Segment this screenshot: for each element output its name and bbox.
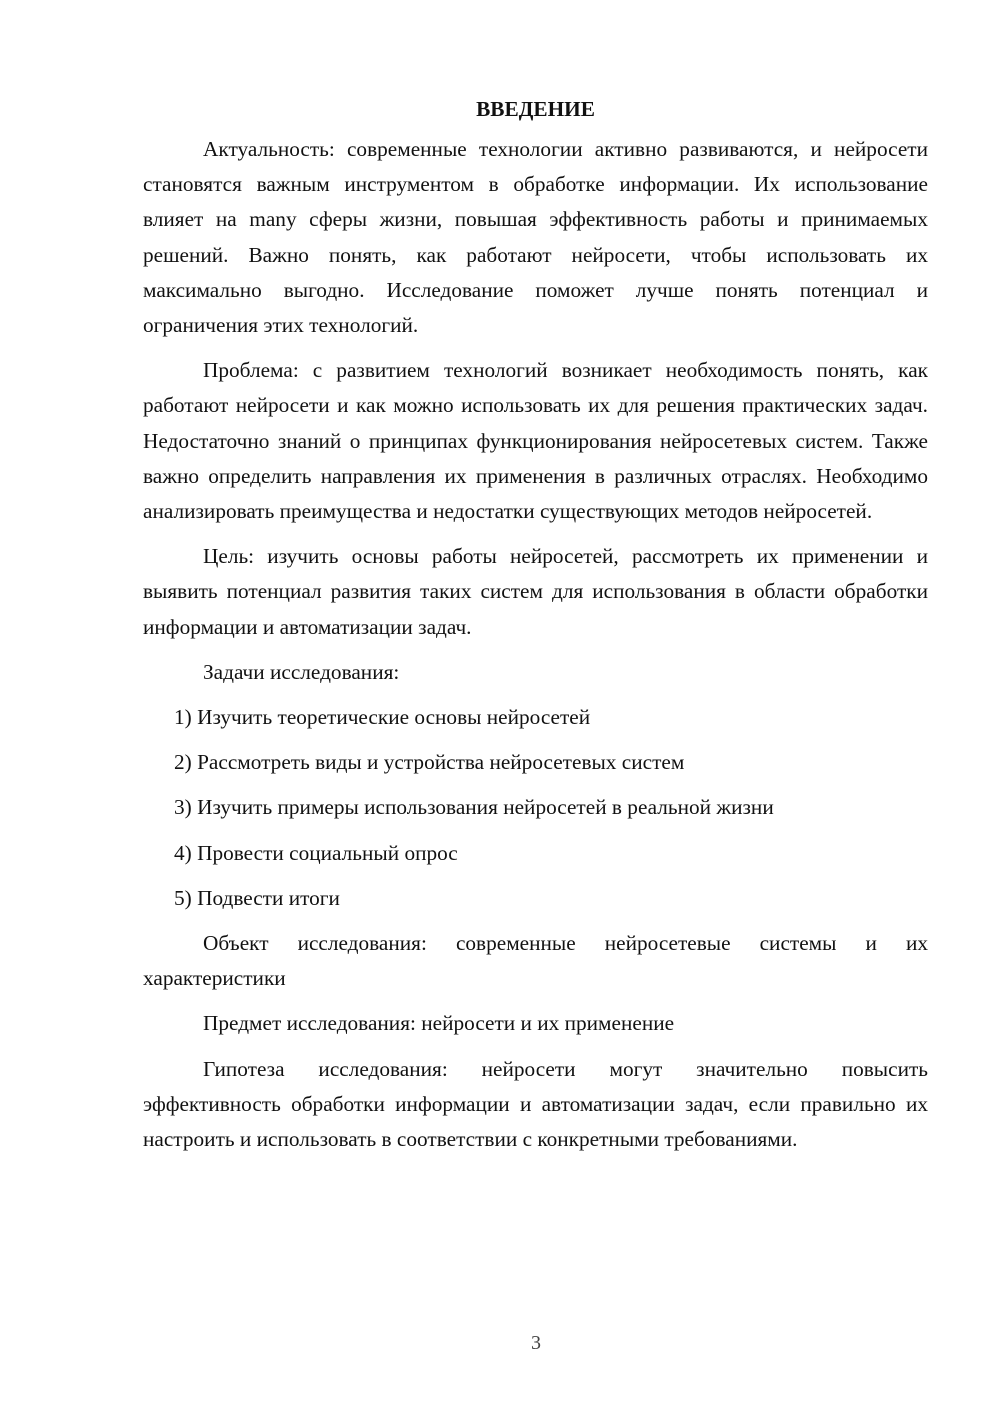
list-item: 4) Провести социальный опрос <box>174 840 458 865</box>
list-item: 5) Подвести итоги <box>174 885 340 910</box>
paragraph-goal: Цель: изучить основы работы нейросетей, рассмотреть их применении и выявить потенциал развития таких систем для использования в области обработки информации и автоматизации задач. <box>143 544 928 639</box>
paragraph-problem: Проблема: с развитием технологий возникает необходимость понять, как работают нейросети и как можно использовать их для решения практических задач. Недостаточно знаний о принципах функционирования нейросетевых систем. Также важно определить направления их применения в различных отраслях. Необходимо анализировать преимущества и недостатки существующих методов нейросетей. <box>143 358 928 524</box>
tasks-heading: Задачи исследования: <box>203 659 400 684</box>
document-body <box>143 92 928 1167</box>
paragraph-object: Объект исследования: современные нейросетевые системы и их характеристики <box>143 931 928 991</box>
list-item: 3) Изучить примеры использования нейросетей в реальной жизни <box>174 795 774 820</box>
paragraph-relevance: Актуальность: современные технологии активно развиваются, и нейросети становятся важным инструментом в обработке информации. Их использование влияет на many сферы жизни, повышая эффективность работы и принимаемых решений. Важно понять, как работают нейросети, чтобы использовать их максимально выгодно. Исследование поможет лучше понять потенциал и ограничения этих технологий. <box>143 137 928 338</box>
tasks-list <box>143 700 928 916</box>
list-item: 2) Рассмотреть виды и устройства нейросетевых систем <box>174 750 685 775</box>
paragraph-hypothesis: Гипотеза исследования: нейросети могут значительно повысить эффективность обработки информации и автоматизации задач, если правильно их настроить и использовать в соответствии с конкретными требованиями. <box>143 1056 928 1152</box>
section-title: ВВЕДЕНИЕ <box>476 97 595 121</box>
page-number: 3 <box>531 1332 541 1354</box>
list-item: 1) Изучить теоретические основы нейросетей <box>174 705 591 730</box>
paragraph-subject: Предмет исследования: нейросети и их применение <box>203 1011 675 1036</box>
